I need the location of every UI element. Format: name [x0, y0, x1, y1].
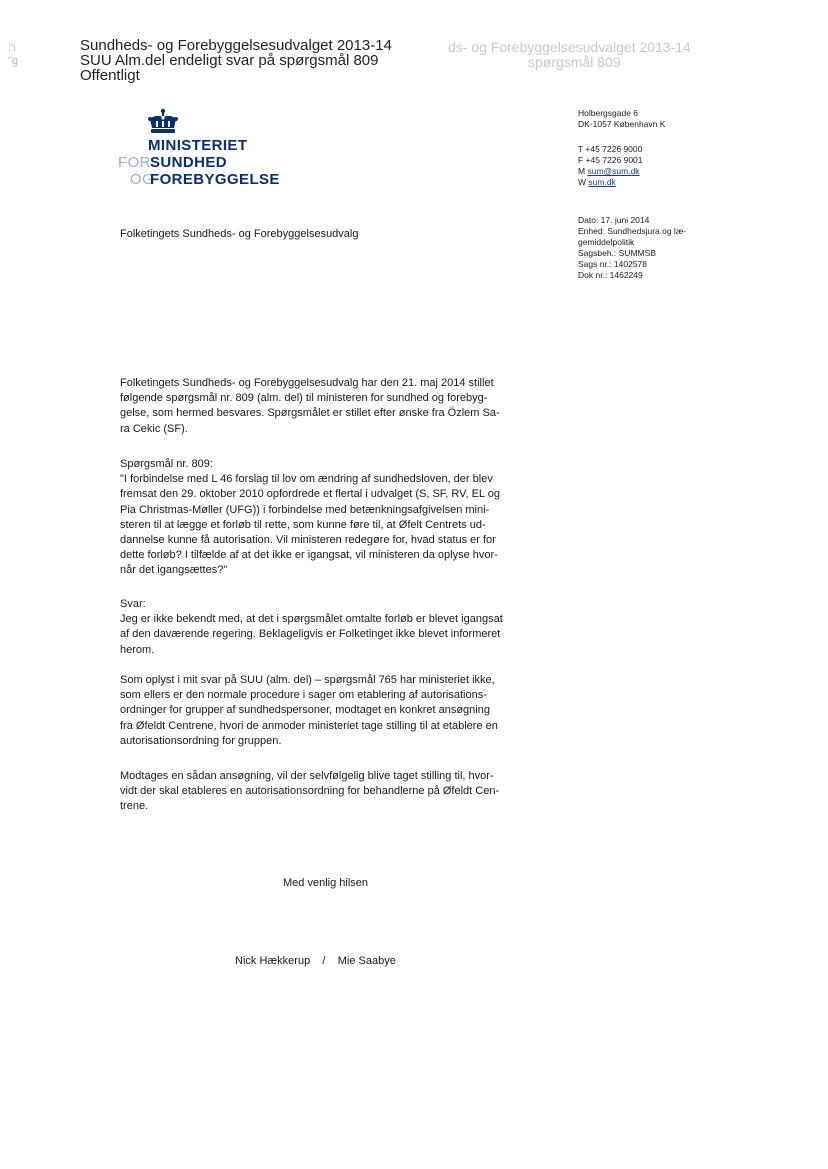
fax: F +45 7226 9001	[578, 155, 643, 165]
stamp-reference: SUU Alm.del endeligt svar på spørgsmål 809	[80, 52, 379, 69]
answer-section: Svar: Jeg er ikke bekendt med, at det i spørgsmålet omtalte forløb er blevet igangsat af den daværende regering. Beklageligvis er Folketinget ikke blevet informeret herom.	[120, 597, 536, 658]
question-heading: Spørgsmål nr. 809:	[120, 458, 213, 470]
signature-separator: /	[322, 955, 326, 967]
answer-paragraph-2: Som oplyst i mit svar på SUU (alm. del) – spørgsmål 765 har ministeriet ikke, som ellers er den normale procedure i sager om etablering af autorisations- ordninger for grupper af sundhedspersoner, modtaget en konkret ansøgning fra Øfeldt Centrene, hvori de anmoder ministeriet tage stilling til at etablere en autorisationsordning for gruppen.	[120, 674, 498, 747]
closing: Med venlig hilsen	[283, 877, 368, 889]
date: Dato: 17. juni 2014	[578, 215, 650, 225]
city: DK-1057 København K	[578, 119, 666, 129]
stamp-status: Offentligt	[80, 67, 140, 84]
document-number: Dok nr.: 1462249	[578, 270, 643, 280]
case-number: Sags nr.: 1402578	[578, 259, 648, 269]
signature-line	[235, 955, 396, 967]
web-line: W sum.dk	[578, 177, 616, 187]
scan-artefact: :'i "g	[8, 42, 19, 67]
answer-paragraph-3: Modtages en sådan ansøgning, vil der selvfølgelig blive taget stilling til, hvor- vidt der skal etableres en autorisationsordning for behandlerne på Øfeldt Cen- trene.	[120, 770, 500, 813]
logo-line-2: FORSUNDHED	[118, 154, 227, 171]
phone: T +45 7226 9000	[578, 144, 643, 154]
question-section: Spørgsmål nr. 809: "I forbindelse med L 46 forslag til lov om ændring af sundhedsloven, der blev fremsat den 29. oktober 2010 opfordrede et flertal i udvalget (S, SF, RV, EL og Pia Christmas-Møller (UFG)) i forbindelse med betænkningsafgivelsen mini- steren til at lægge et forløb til rette, som kunne føre til, at Øfelt Centrets ud- dannelse kunne få autorisation. Vil ministeren redegøre for, hvad status er for dette forløb? I tilfælde af at det ikke er igangsat, vil ministeren da oplyse hvor- når det igangsættes?"	[120, 457, 536, 579]
contact-block	[578, 144, 643, 188]
logo-line-1: MINISTERIET	[148, 137, 248, 154]
unit-cont: gemiddelpolitik	[578, 237, 635, 247]
address-block	[578, 108, 665, 130]
email-link[interactable]: sum@sum.dk	[587, 166, 640, 176]
intro-paragraph: Folketingets Sundheds- og Forebyggelsesudvalg har den 21. maj 2014 stillet følgende spørgsmål nr. 809 (alm. del) til ministeren for sundhed og forebyg- gelse, som hermed besvares. Spørgsmålet er stillet efter ønske fra Özlem Sa- ra Cekic (SF).	[120, 377, 500, 435]
stamp-committee: Sundheds- og Forebyggelsesudvalget 2013-14	[80, 37, 392, 54]
answer-heading: Svar:	[120, 598, 146, 610]
ministry-logo	[118, 137, 280, 188]
unit: Enhed: Sundhedsjura og læ-	[578, 226, 687, 236]
web-link[interactable]: sum.dk	[588, 177, 616, 187]
ghost-stamp: ds- og Forebyggelsesudvalget 2013-14 spørgsmål 809	[448, 39, 691, 70]
document-stamp	[80, 38, 392, 83]
signatory-official: Mie Saabye	[337, 955, 396, 967]
case-handler: Sagsbeh.: SUMMSB	[578, 248, 656, 258]
email-line: M sum@sum.dk	[578, 166, 640, 176]
recipient: Folketingets Sundheds- og Forebyggelsesudvalg	[120, 228, 359, 240]
street: Holbergsgade 6	[578, 108, 639, 118]
crown-icon	[146, 108, 180, 138]
signatory-minister: Nick Hækkerup	[235, 955, 311, 967]
case-meta	[578, 215, 686, 281]
logo-line-3: OGFOREBYGGELSE	[130, 171, 280, 188]
